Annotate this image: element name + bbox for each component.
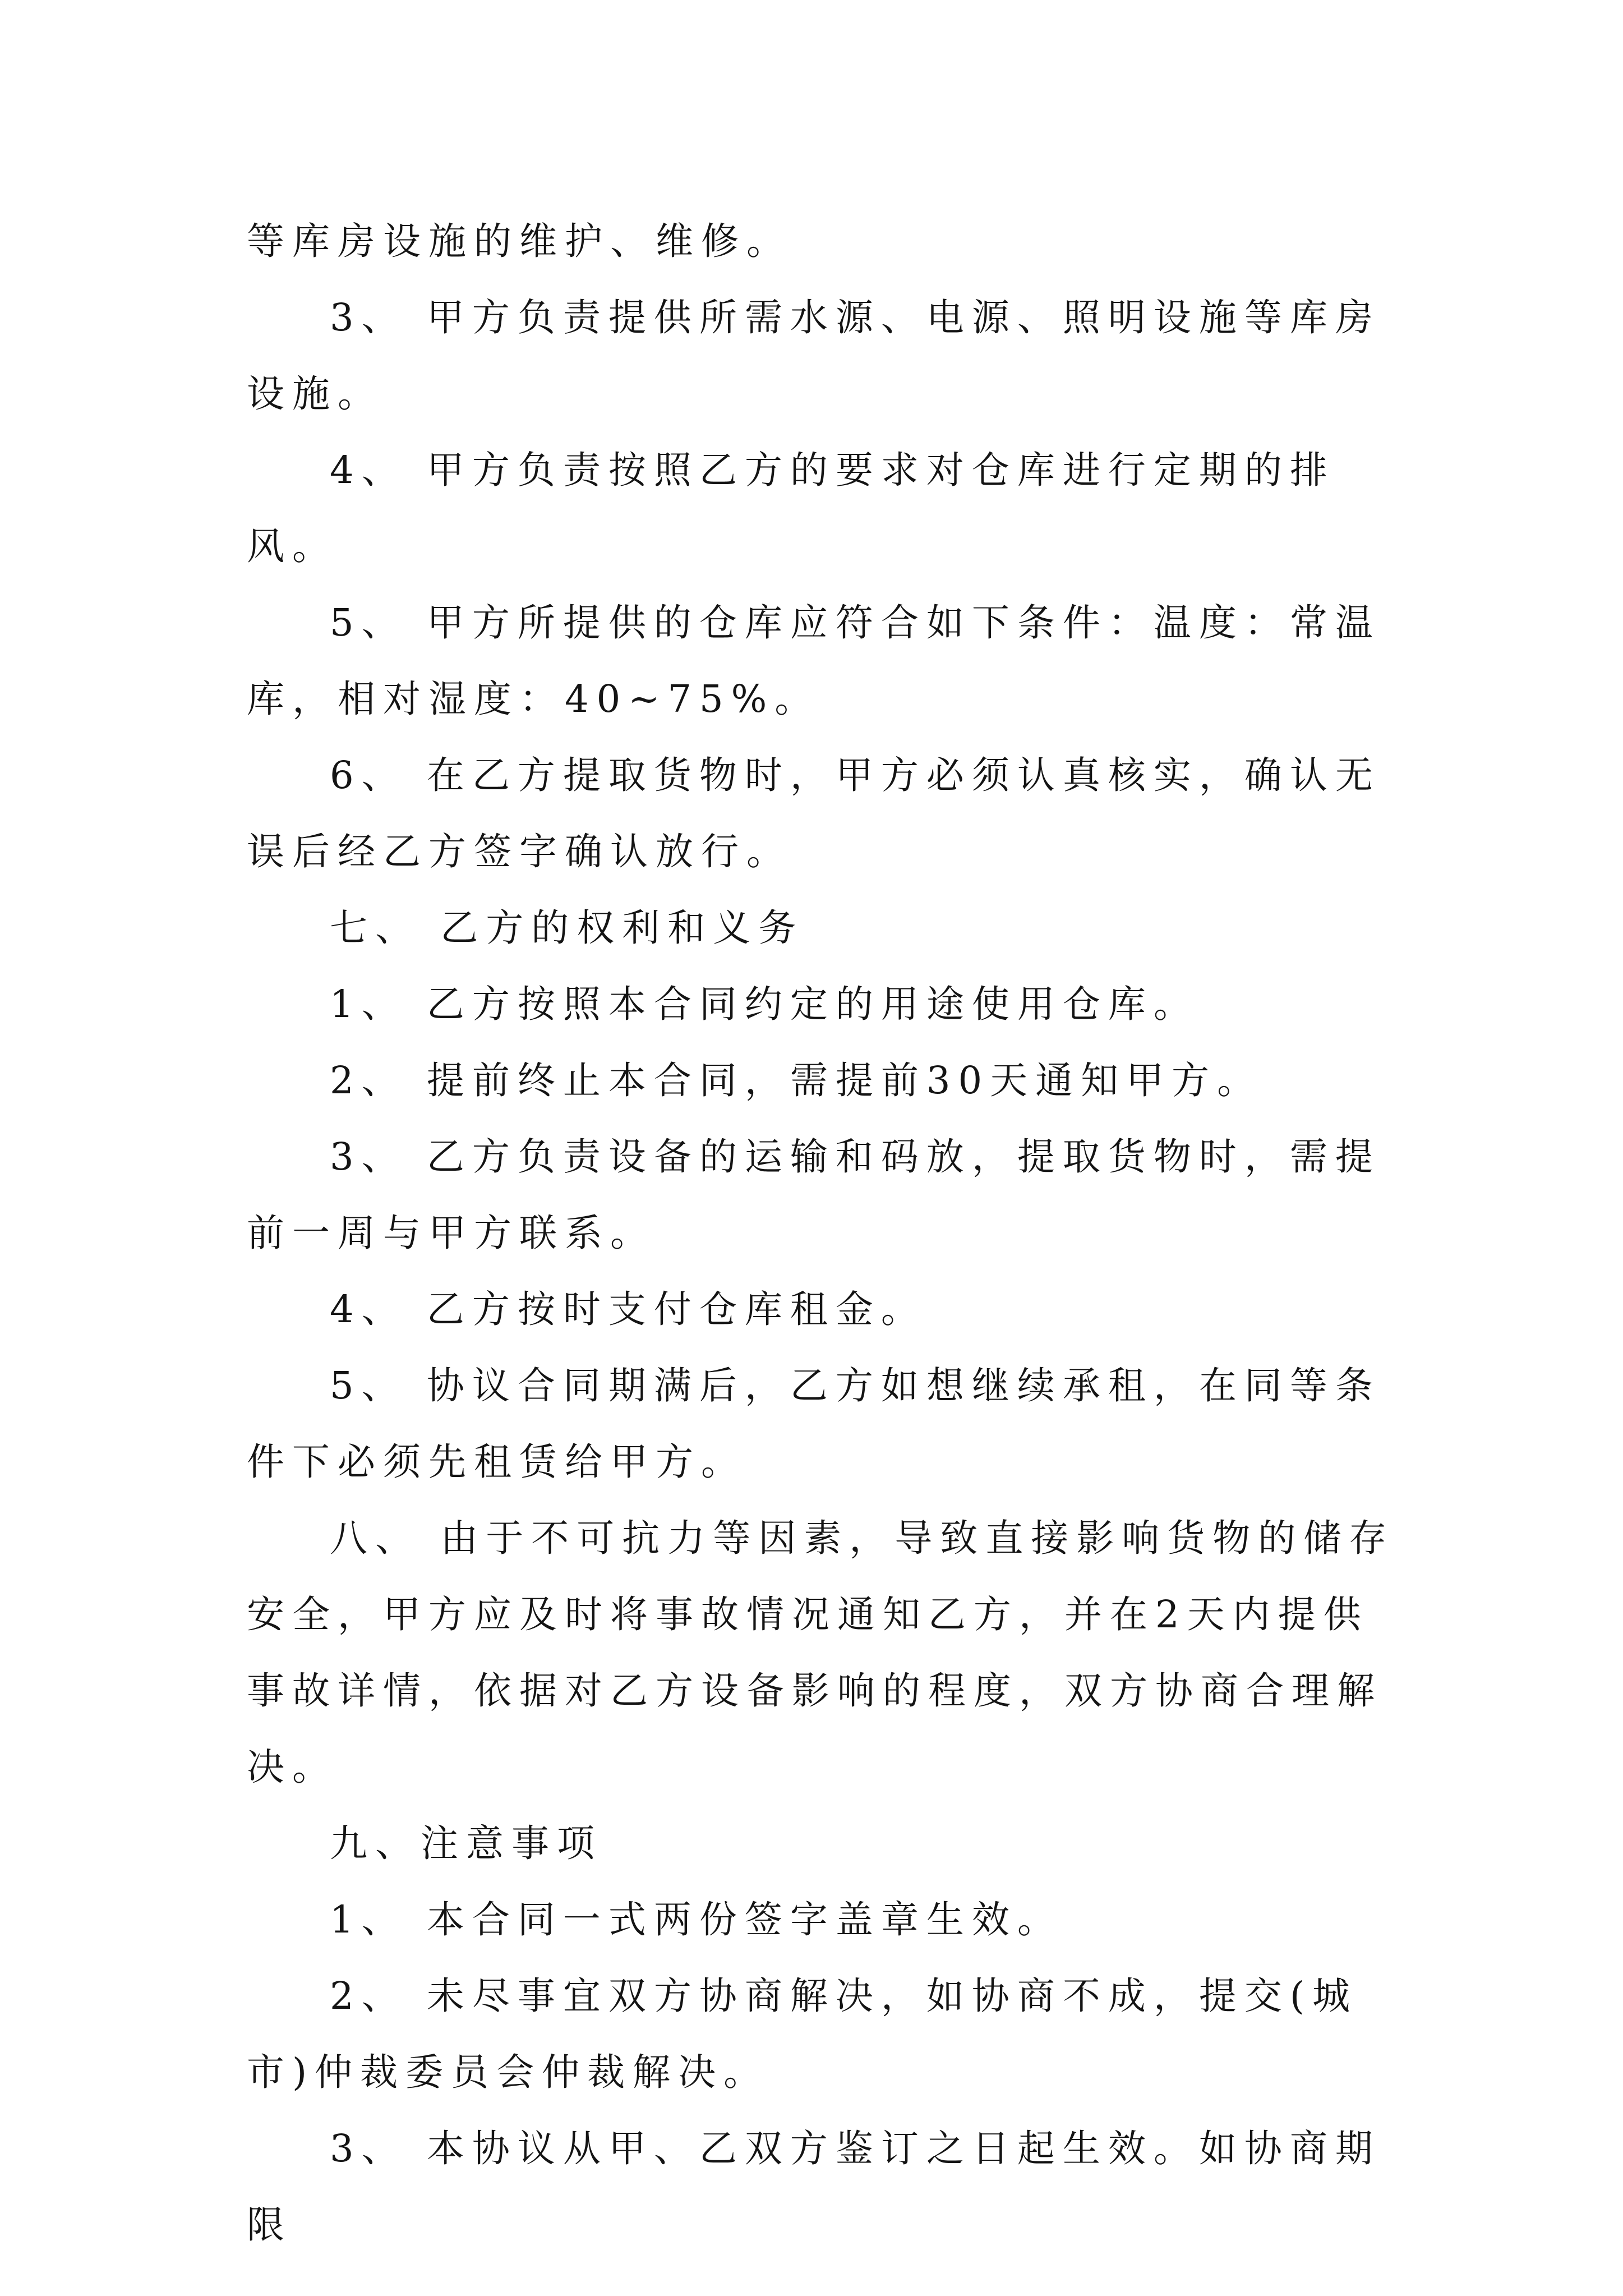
paragraph: 5、 协议合同期满后，乙方如想继续承租，在同等条件下必须先租赁给甲方。 — [247, 1364, 1381, 1484]
paragraph: 2、 提前终止本合同，需提前30天通知甲方。 — [330, 1059, 1263, 1102]
paragraph: 1、 本合同一式两份签字盖章生效。 — [330, 1898, 1063, 1941]
section-heading: 七、 乙方的权利和义务 — [330, 906, 804, 950]
paragraph: 1、 乙方按照本合同约定的用途使用仓库。 — [330, 982, 1199, 1026]
paragraph: 4、 甲方负责按照乙方的要求对仓库进行定期的排风。 — [247, 448, 1335, 568]
paragraph: 3、 甲方负责提供所需水源、电源、照明设施等库房设施。 — [247, 296, 1381, 416]
paragraph: 4、 乙方按时支付仓库租金。 — [330, 1287, 926, 1331]
paragraph: 3、 乙方负责设备的运输和码放，提取货物时，需提前一周与甲方联系。 — [247, 1135, 1381, 1255]
paragraph: 2、 未尽事宜双方协商解决，如协商不成，提交(城市)仲裁委员会仲裁解决。 — [247, 1974, 1358, 2094]
paragraph: 5、 甲方所提供的仓库应符合如下条件：温度：常温库，相对湿度：40~75%。 — [247, 601, 1381, 721]
paragraph: 等库房设施的维护、维修。 — [247, 219, 792, 263]
paragraph: 3、 本协议从甲、乙双方鉴订之日起生效。如协商期限 — [247, 2127, 1381, 2247]
paragraph: 6、 在乙方提取货物时，甲方必须认真核实，确认无误后经乙方签字确认放行。 — [247, 753, 1381, 873]
document-body — [247, 203, 1402, 2263]
section-heading: 八、 由于不可抗力等因素，导致直接影响货物的储存安全，甲方应及时将事故情况通知乙方，并在2天内提供事故详情，依据对乙方设备影响的程度，双方协商合理解决。 — [247, 1516, 1395, 1789]
section-heading: 九、注意事项 — [330, 1821, 602, 1865]
